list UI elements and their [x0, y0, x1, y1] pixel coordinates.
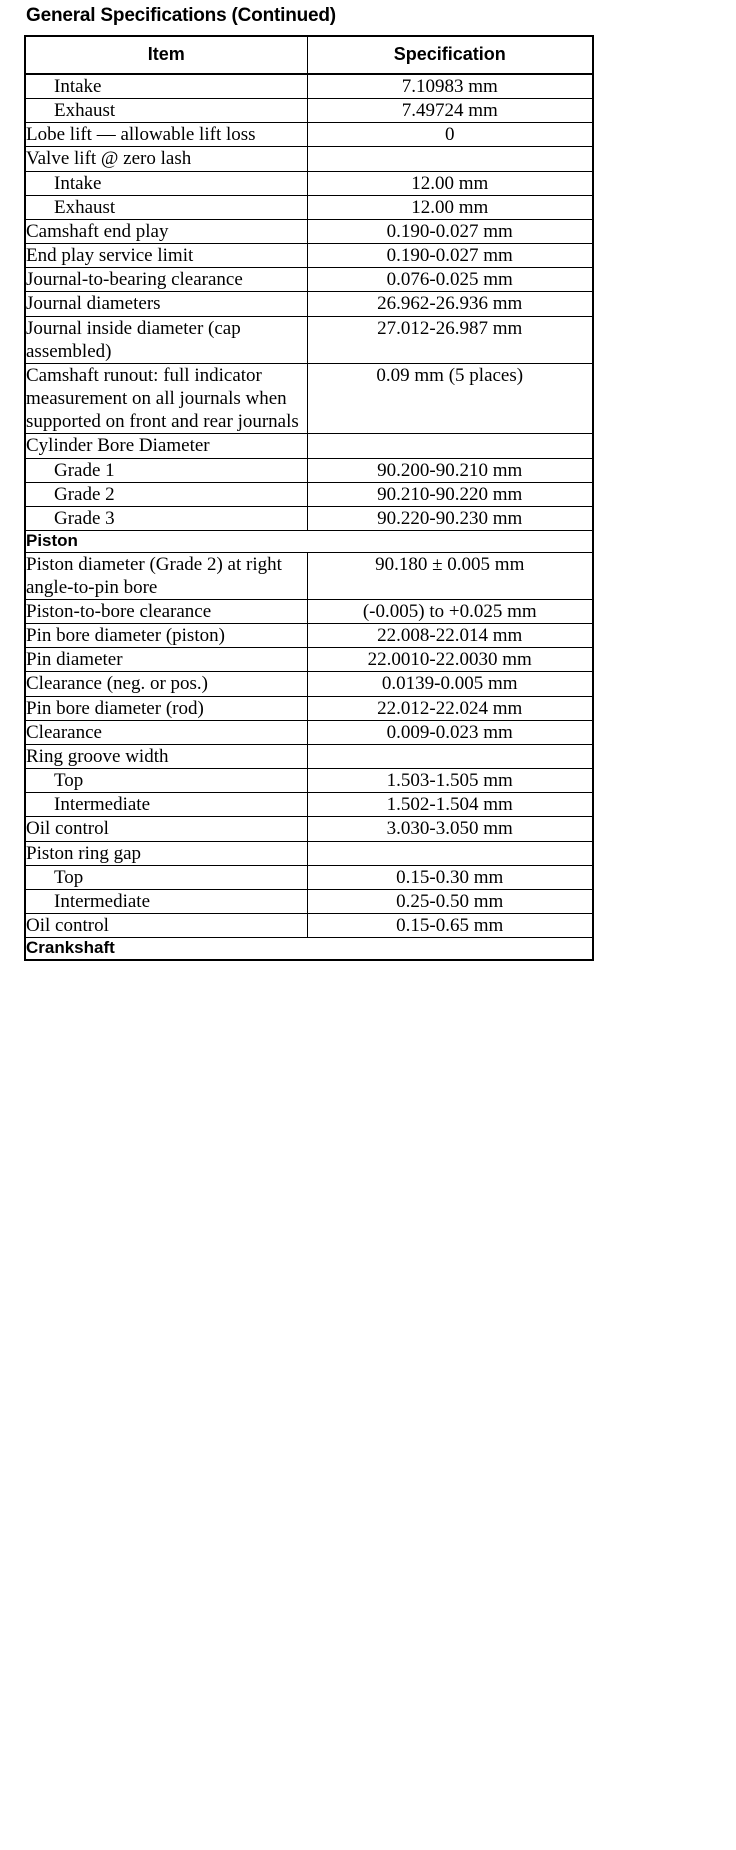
- cell-item: Exhaust: [25, 195, 307, 219]
- table-row: [25, 624, 593, 648]
- table-row: [25, 889, 593, 913]
- table-row: [25, 696, 593, 720]
- cell-specification: 12.00 mm: [307, 171, 593, 195]
- cell-specification: 0.0139-0.005 mm: [307, 672, 593, 696]
- table-row: [25, 720, 593, 744]
- cell-item: Camshaft runout: full indicator measurement on all journals when supported on front and rear journals: [25, 363, 307, 434]
- table-row: [25, 914, 593, 938]
- table-row: [25, 793, 593, 817]
- cell-specification: 26.962-26.936 mm: [307, 292, 593, 316]
- general-specifications-table: [24, 35, 594, 961]
- table-body: [25, 74, 593, 960]
- cell-specification: 0.25-0.50 mm: [307, 889, 593, 913]
- cell-specification: 0: [307, 123, 593, 147]
- section-label: Piston: [25, 531, 593, 552]
- table-row: [25, 841, 593, 865]
- cell-item: Piston-to-bore clearance: [25, 599, 307, 623]
- cell-specification: [307, 147, 593, 171]
- cell-item: Pin diameter: [25, 648, 307, 672]
- cell-item: Journal diameters: [25, 292, 307, 316]
- cell-item: Valve lift @ zero lash: [25, 147, 307, 171]
- cell-item: Pin bore diameter (rod): [25, 696, 307, 720]
- column-header-item: Item: [25, 36, 307, 74]
- cell-item: End play service limit: [25, 244, 307, 268]
- table-row: [25, 434, 593, 458]
- table-section-row: [25, 938, 593, 960]
- cell-item: Intermediate: [25, 793, 307, 817]
- cell-specification: [307, 434, 593, 458]
- document-page: [0, 6, 736, 961]
- cell-specification: 0.076-0.025 mm: [307, 268, 593, 292]
- cell-specification: 0.09 mm (5 places): [307, 363, 593, 434]
- table-row: [25, 292, 593, 316]
- table-row: [25, 147, 593, 171]
- table-row: [25, 769, 593, 793]
- cell-item: Lobe lift — allowable lift loss: [25, 123, 307, 147]
- cell-specification: 22.0010-22.0030 mm: [307, 648, 593, 672]
- cell-specification: 0.009-0.023 mm: [307, 720, 593, 744]
- cell-item: Ring groove width: [25, 744, 307, 768]
- table-section-row: [25, 531, 593, 552]
- cell-item: Journal inside diameter (cap assembled): [25, 316, 307, 363]
- cell-item: Top: [25, 769, 307, 793]
- cell-specification: 12.00 mm: [307, 195, 593, 219]
- table-row: [25, 552, 593, 599]
- column-header-specification: Specification: [307, 36, 593, 74]
- table-row: [25, 123, 593, 147]
- cell-specification: 27.012-26.987 mm: [307, 316, 593, 363]
- cell-specification: 90.180 ± 0.005 mm: [307, 552, 593, 599]
- cell-specification: 22.008-22.014 mm: [307, 624, 593, 648]
- table-row: [25, 268, 593, 292]
- cell-item: Clearance: [25, 720, 307, 744]
- cell-item: Journal-to-bearing clearance: [25, 268, 307, 292]
- page-title: General Specifications (Continued): [26, 5, 336, 26]
- cell-item: Grade 3: [25, 506, 307, 530]
- table-row: [25, 865, 593, 889]
- cell-item: Grade 2: [25, 482, 307, 506]
- table-row: [25, 506, 593, 530]
- cell-item: Top: [25, 865, 307, 889]
- cell-item: Piston ring gap: [25, 841, 307, 865]
- cell-item: Pin bore diameter (piston): [25, 624, 307, 648]
- cell-item: Oil control: [25, 817, 307, 841]
- table-row: [25, 648, 593, 672]
- cell-item: Camshaft end play: [25, 219, 307, 243]
- cell-specification: 22.012-22.024 mm: [307, 696, 593, 720]
- cell-item: Oil control: [25, 914, 307, 938]
- cell-specification: (-0.005) to +0.025 mm: [307, 599, 593, 623]
- cell-item: Cylinder Bore Diameter: [25, 434, 307, 458]
- cell-specification: 90.200-90.210 mm: [307, 458, 593, 482]
- cell-specification: 90.210-90.220 mm: [307, 482, 593, 506]
- table-row: [25, 171, 593, 195]
- cell-specification: 7.10983 mm: [307, 74, 593, 99]
- table-row: [25, 672, 593, 696]
- table-row: [25, 195, 593, 219]
- table-row: [25, 99, 593, 123]
- table-row: [25, 244, 593, 268]
- cell-specification: 7.49724 mm: [307, 99, 593, 123]
- cell-specification: 0.15-0.30 mm: [307, 865, 593, 889]
- table-row: [25, 458, 593, 482]
- table-row: [25, 817, 593, 841]
- cell-item: Grade 1: [25, 458, 307, 482]
- cell-specification: [307, 744, 593, 768]
- cell-item: Piston diameter (Grade 2) at right angle-to-pin bore: [25, 552, 307, 599]
- table-row: [25, 744, 593, 768]
- cell-item: Intake: [25, 171, 307, 195]
- cell-item: Clearance (neg. or pos.): [25, 672, 307, 696]
- table-row: [25, 482, 593, 506]
- table-row: [25, 599, 593, 623]
- cell-specification: 1.503-1.505 mm: [307, 769, 593, 793]
- cell-specification: 3.030-3.050 mm: [307, 817, 593, 841]
- cell-item: Intake: [25, 74, 307, 99]
- table-row: [25, 74, 593, 99]
- table-header-row: [25, 36, 593, 74]
- table-row: [25, 363, 593, 434]
- cell-specification: 1.502-1.504 mm: [307, 793, 593, 817]
- section-label: Crankshaft: [25, 938, 593, 960]
- cell-item: Intermediate: [25, 889, 307, 913]
- cell-item: Exhaust: [25, 99, 307, 123]
- cell-specification: 90.220-90.230 mm: [307, 506, 593, 530]
- cell-specification: [307, 841, 593, 865]
- table-row: [25, 316, 593, 363]
- cell-specification: 0.190-0.027 mm: [307, 219, 593, 243]
- cell-specification: 0.15-0.65 mm: [307, 914, 593, 938]
- table-row: [25, 219, 593, 243]
- cell-specification: 0.190-0.027 mm: [307, 244, 593, 268]
